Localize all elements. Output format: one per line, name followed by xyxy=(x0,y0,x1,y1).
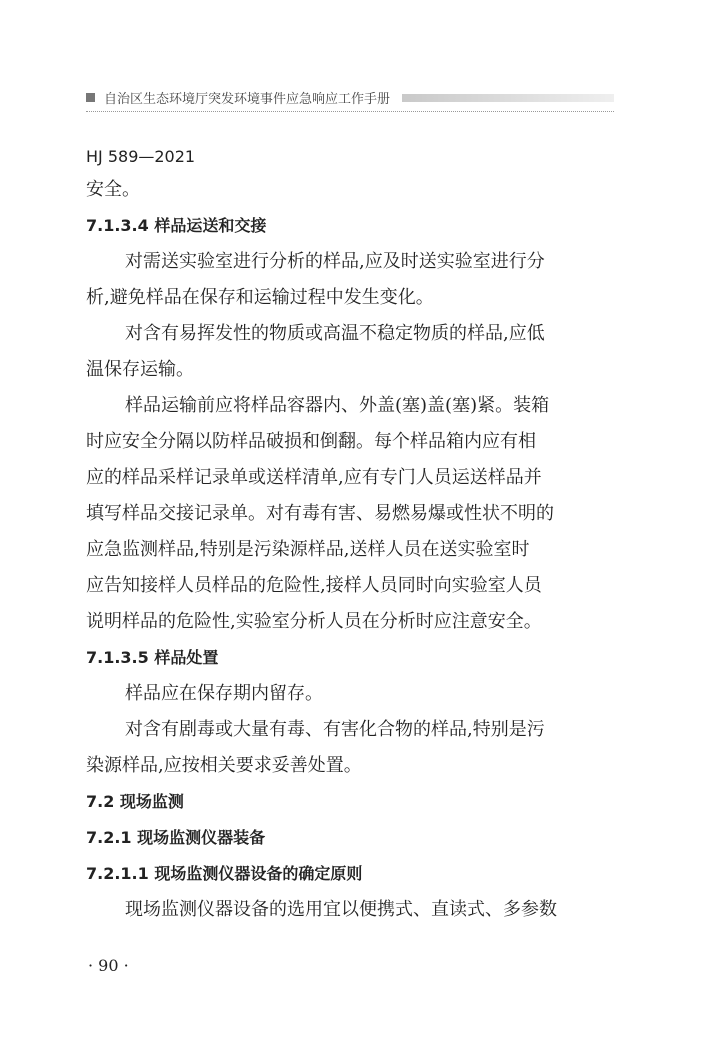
text-line: 样品运输前应将样品容器内、外盖(塞)盖(塞)紧。装箱 xyxy=(125,395,550,416)
text-line: 时应安全分隔以防样品破损和倒翻。每个样品箱内应有相 xyxy=(86,431,536,452)
page-content xyxy=(86,140,614,928)
header-dotted-rule xyxy=(86,111,614,112)
header-title: 自治区生态环境厅突发环境事件应急响应工作手册 xyxy=(104,92,391,107)
text-line: 现场监测仪器设备的选用宜以便携式、直读式、多参数 xyxy=(125,899,557,920)
running-header xyxy=(86,88,614,107)
text-line: 温保存运输。 xyxy=(86,359,194,380)
text-line: 应的样品采样记录单或送样清单,应有专门人员运送样品并 xyxy=(86,467,542,488)
text-line: 对含有易挥发性的物质或高温不稳定物质的样品,应低 xyxy=(125,323,545,344)
body-text xyxy=(86,172,614,928)
section-heading: 7.2 现场监测 xyxy=(86,792,184,811)
text-line: 对含有剧毒或大量有毒、有害化合物的样品,特别是污 xyxy=(125,719,545,740)
text-line: 染源样品,应按相关要求妥善处置。 xyxy=(86,755,362,776)
text-line: 对需送实验室进行分析的样品,应及时送实验室进行分 xyxy=(125,251,545,272)
text-line: 安全。 xyxy=(86,179,140,200)
page-number: · 90 · xyxy=(88,956,129,975)
text-line: 应告知接样人员样品的危险性,接样人员同时向实验室人员 xyxy=(86,575,542,596)
text-line: 析,避免样品在保存和运输过程中发生变化。 xyxy=(86,287,434,308)
standard-code: HJ 589—2021 xyxy=(86,147,196,166)
text-line: 说明样品的危险性,实验室分析人员在分析时应注意安全。 xyxy=(86,611,542,632)
text-line: 填写样品交接记录单。对有毒有害、易燃易爆或性状不明的 xyxy=(86,503,554,524)
text-line: 样品应在保存期内留存。 xyxy=(125,683,323,704)
header-decorative-bar xyxy=(402,94,614,102)
header-square-marker xyxy=(86,93,95,102)
text-line: 应急监测样品,特别是污染源样品,送样人员在送实验室时 xyxy=(86,539,530,560)
section-heading: 7.1.3.5 样品处置 xyxy=(86,648,219,667)
section-heading: 7.2.1 现场监测仪器装备 xyxy=(86,828,266,847)
section-heading: 7.1.3.4 样品运送和交接 xyxy=(86,216,267,235)
section-heading: 7.2.1.1 现场监测仪器设备的确定原则 xyxy=(86,864,363,883)
